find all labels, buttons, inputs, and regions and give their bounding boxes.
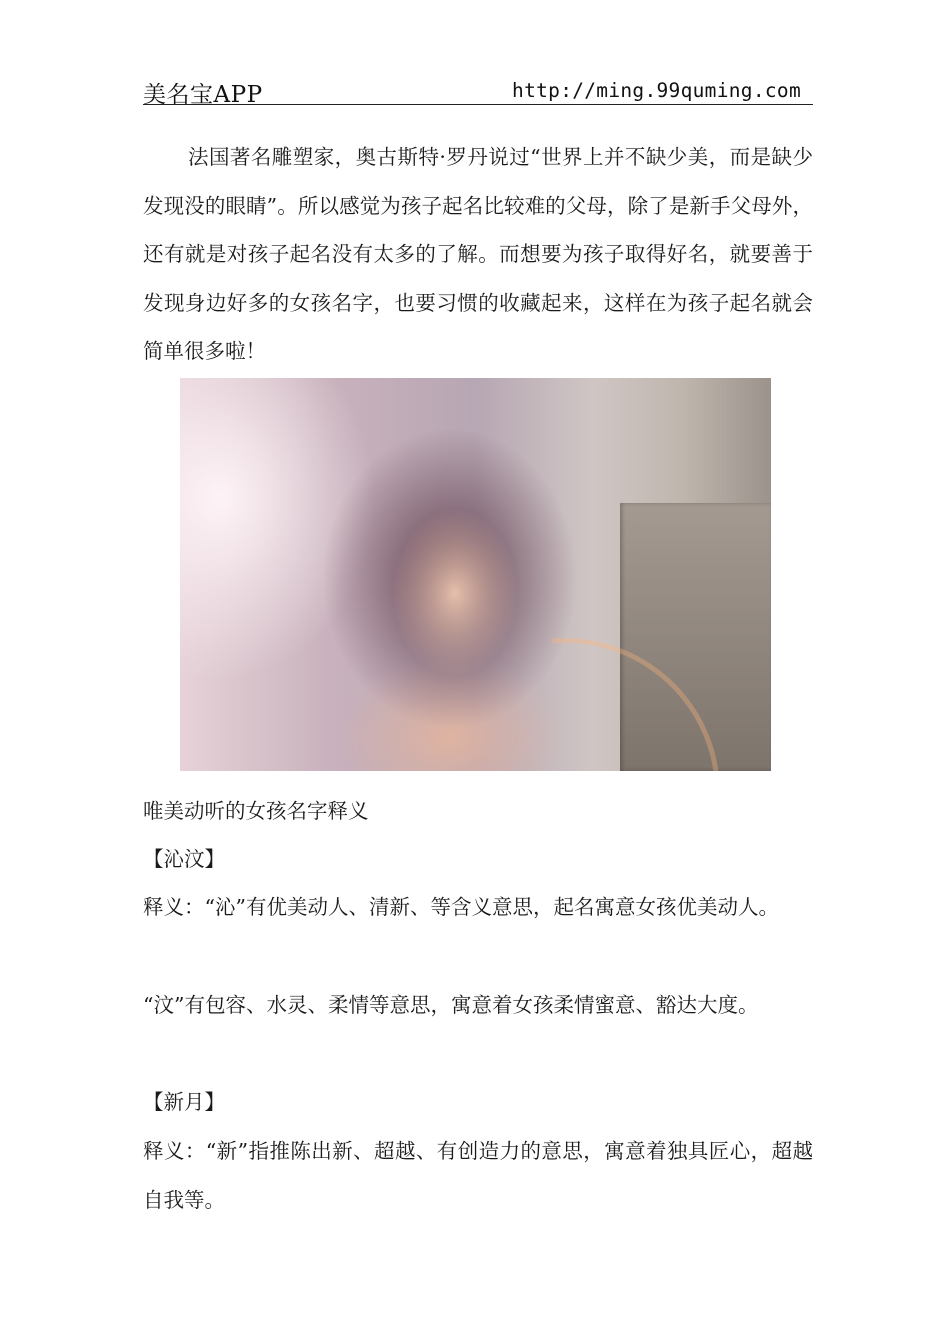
section-title: 唯美动听的女孩名字释义 (143, 799, 369, 823)
intro-paragraph: 法国著名雕塑家，奥古斯特·罗丹说过“世界上并不缺少美，而是缺少发现没的眼睛”。所以感觉为孩子起名比较难的父母，除了是新手父母外，还有就是对孩子起名没有太多的了解。而想要为孩子取得好名，就要善于发现身边好多的女孩名字，也要习惯的收藏起来，这样在为孩子起名就会简单很多啦！ (143, 145, 813, 363)
page-header (143, 70, 813, 108)
girl-photo (180, 378, 771, 771)
name-title-qinwen: 【沁汶】 (143, 847, 225, 871)
site-url[interactable]: http://ming.99quming.com (512, 79, 801, 102)
name-meaning-paragraph: 释义：“沁”有优美动人、清新、等含义意思，起名寓意女孩优美动人。 (143, 895, 779, 919)
name-title-xinyue: 【新月】 (143, 1090, 225, 1114)
name-meaning-paragraph: “汶”有包容、水灵、柔情等意思，寓意着女孩柔情蜜意、豁达大度。 (143, 993, 759, 1017)
brand-name: 美名宝APP (143, 82, 263, 108)
name-meaning-paragraph: 释义：“新”指推陈出新、超越、有创造力的意思，寓意着独具匠心，超越自我等。 (143, 1139, 813, 1212)
